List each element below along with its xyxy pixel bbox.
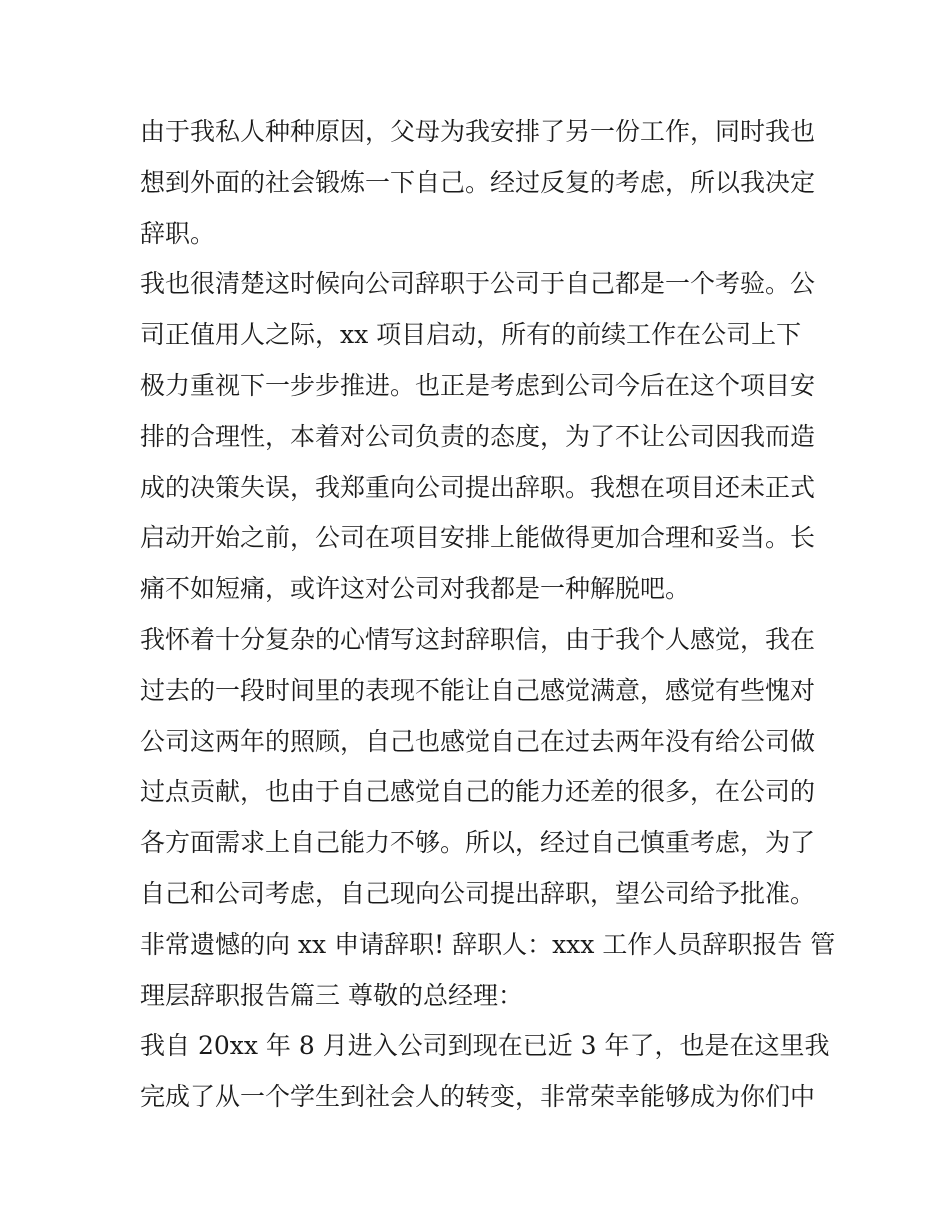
text-line-6: 极力重视下一步步推进。也正是考虑到公司今后在这个项目安 <box>140 370 816 400</box>
text-line-15: 各方面需求上自己能力不够。所以，经过自己慎重考虑，为了 <box>140 828 816 858</box>
text-line-11: 我怀着十分复杂的心情写这封辞职信，由于我个人感觉，我在 <box>140 624 816 654</box>
text-line-16: 自己和公司考虑，自己现向公司提出辞职，望公司给予批准。 <box>140 878 816 908</box>
text-line-20: 完成了从一个学生到社会人的转变，非常荣幸能够成为你们中 <box>140 1082 816 1112</box>
text-line-8: 成的决策失误，我郑重向公司提出辞职。我想在项目还未正式 <box>140 472 816 502</box>
text-line-1: 由于我私人种种原因，父母为我安排了另一份工作，同时我也 <box>140 117 816 146</box>
text-line-3: 辞职。 <box>140 218 216 248</box>
text-line-17: 非常遗憾的向 xx 申请辞职! 辞职人：xxx 工作人员辞职报告 管 <box>140 929 836 959</box>
text-line-2: 想到外面的社会锻炼一下自己。经过反复的考虑，所以我决定 <box>140 167 816 197</box>
text-line-10: 痛不如短痛，或许这对公司对我都是一种解脱吧。 <box>140 574 691 604</box>
text-line-19: 我自 20xx 年 8 月进入公司到现在已近 3 年了，也是在这里我 <box>140 1031 830 1061</box>
text-line-5: 司正值用人之际，xx 项目启动，所有的前续工作在公司上下 <box>140 320 802 350</box>
text-line-12: 过去的一段时间里的表现不能让自己感觉满意，感觉有些愧对 <box>140 675 816 705</box>
text-line-7: 排的合理性，本着对公司负责的态度，为了不让公司因我而造 <box>140 421 816 451</box>
text-line-9: 启动开始之前，公司在项目安排上能做得更加合理和妥当。长 <box>140 523 816 553</box>
text-line-13: 公司这两年的照顾，自己也感觉自己在过去两年没有给公司做 <box>140 726 816 756</box>
text-line-4: 我也很清楚这时候向公司辞职于公司于自己都是一个考验。公 <box>140 269 816 299</box>
document-body <box>140 107 836 1123</box>
text-line-18: 理层辞职报告篇三 尊敬的总经理： <box>140 980 523 1010</box>
text-line-14: 过点贡献，也由于自己感觉自己的能力还差的很多，在公司的 <box>140 777 816 807</box>
